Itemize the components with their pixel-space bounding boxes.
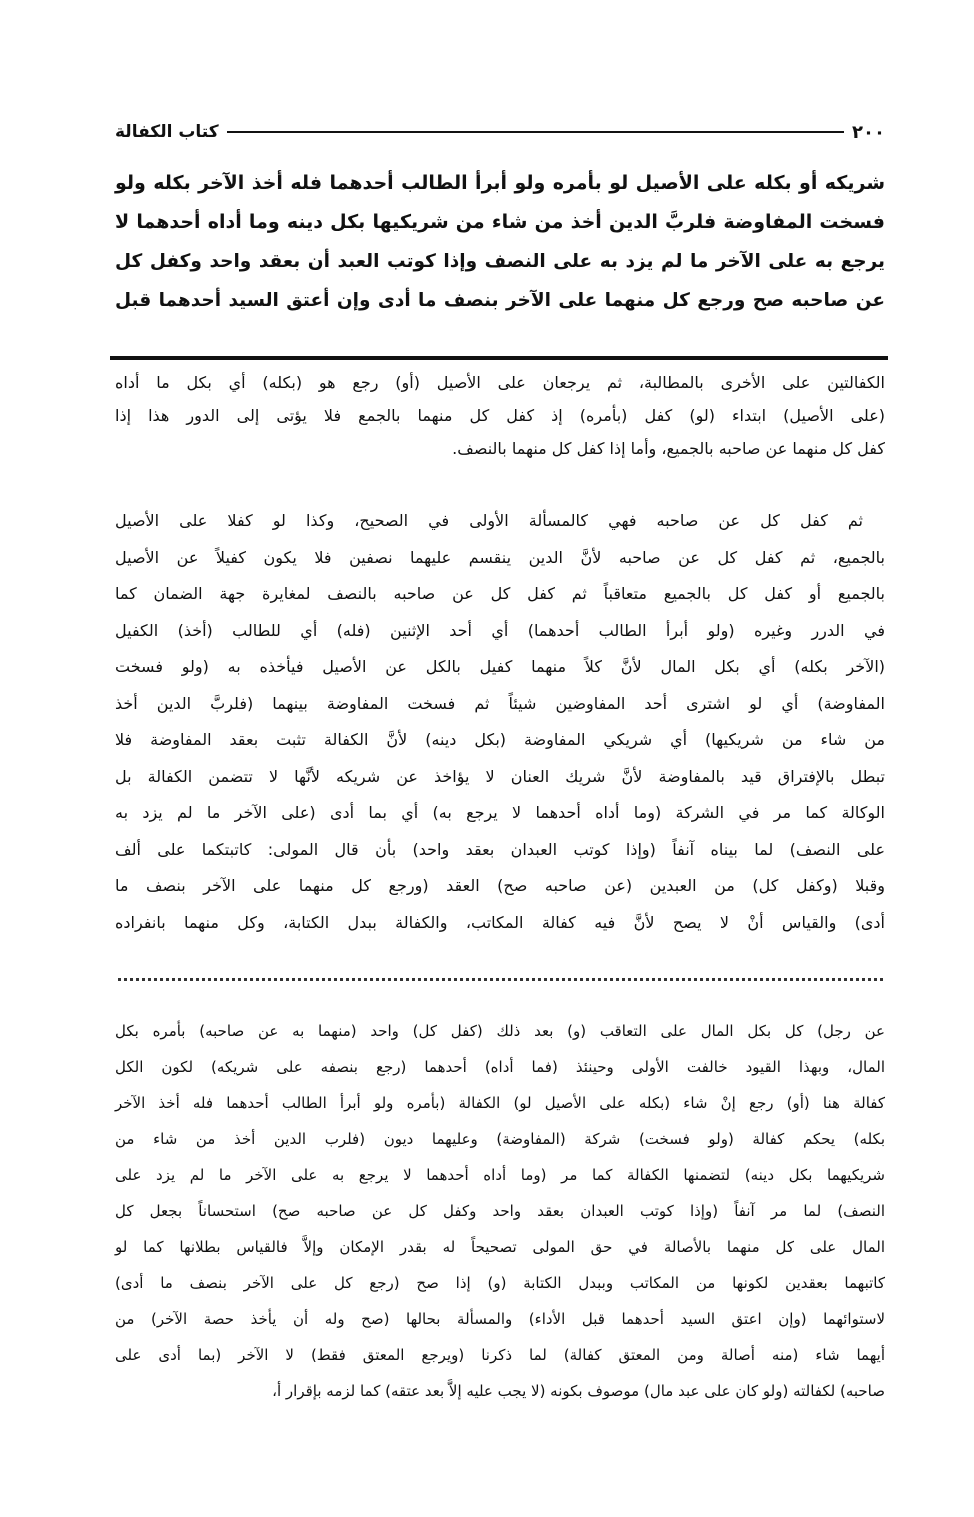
header-rule	[227, 131, 844, 133]
commentary-line: المال، وبهذا القيود خالفت الأولى وحينئذ (فما أداه) أحدهما (رجع بنصفه على شريكه) لكون الكل	[115, 1058, 885, 1076]
main-text-line: شريكه أو بكله على الأصيل لو بأمره ولو أبرأ الطالب أحدهما فله أخذ الآخر بكله ولو	[115, 172, 885, 194]
commentary-line: الوكالة كما مر في الشركة (وما أداه أحدهما لا يرجع به) أي بما أدى (على الآخر ما لم يزد به	[115, 803, 885, 822]
main-text-line: يرجع به على الآخر ما لم يزد به على النصف وإذا كوتب العبد أن بعقد واحد وكفل كل	[115, 251, 885, 272]
commentary-line: صاحبه) لكفالته (ولو كان على عبد مال) موصوف بكونه (لا يجب عليه إلاَّ بعد عتقه) كما لزمه بإقرار أ،	[272, 1382, 885, 1400]
commentary-line: ثم كفل كل عن صاحبه فهي كالمسألة الأولى في الصحيح، وكذا لو كفلا على الأصيل	[115, 511, 863, 530]
main-text	[115, 164, 885, 320]
commentary-line: تبطل بالإفتراق قيد بالمفاوضة لأنَّ شريك العنان لا يؤاخذ عن شريكه لأنَّها لا تتضمن الكفالة بل	[115, 766, 885, 786]
commentary-line: في الدرر وغيره (ولو أبرأ الطالب أحدهما) أي أحد الإثنين (فله) أي للطالب (أخذ) الكفيل	[115, 620, 885, 640]
dotted-divider	[118, 978, 883, 981]
commentary-line: عن رجل) كل بكل المال على التعاقب (و) بعد ذلك (كفل كل) واحد (منهما به عن صاحبه) بأمره بكل	[115, 1022, 885, 1040]
commentary-line: النصف) لما مر آنفاً (وإذا كوتب العبدان بعقد واحد وكفل كل عن صاحبه صح) استحساناً بجعل كل	[115, 1202, 885, 1220]
commentary-line: كاتبهما بعقدين لكونها من المكاتب وببدل الكتابة (و) إذا صح (رجع كل على الآخر بنصف ما أدى)	[115, 1274, 885, 1292]
commentary-line: الكفالتين على الأخرى بالمطالبة، ثم يرجعان على الأصيل (أو) رجع هو (بكله) أي بكل ما أداه	[115, 373, 885, 392]
commentary-line: بالجميع أو كفل كل بالجميع متعاقباً ثم كفل كل عن صاحبه بالنصف لمغايرة جهة الضمان كما	[115, 584, 885, 603]
commentary-line: من شاء من شريكيها) أي شريكي المفاوضة (بكل دينه) لأنَّ الكفالة تثبت بعقد المفاوضة فلا	[115, 730, 885, 749]
commentary-line: المفاوضة) أي لو اشترى أحد المفاوضين شيئاً ثم فسخت المفاوضة بينهما (فلربَّ الدين أخذ	[115, 693, 885, 713]
main-text-line: فسخت المفاوضة فلربَّ الدين أخذ من شاء من شريكيها بكل دينه وما أداه أحدهما لا	[115, 211, 885, 233]
commentary-third	[115, 1013, 885, 1409]
section-divider	[110, 356, 888, 360]
commentary-line: كفل كل منهما عن صاحبه بالجميع، وأما إذا كفل كل منهما بالنصف.	[452, 439, 885, 458]
commentary-line: أيهما شاء (منه أصالة ومن المعتق كفالة) لما ذكرنا (ويرجع المعتق فقط) لا الآخر (بما أدى على	[115, 1346, 885, 1364]
commentary-line: المال على كل منهما بالأصالة في حق المولى تصحيحاً له بقدر الإمكان وإلاَّ فالقياس بطلانها كما لو	[115, 1238, 885, 1256]
book-title: كتاب الكفالة	[115, 122, 219, 142]
commentary-line: لاستوائهما (وإن اعتق السيد أحدهما قبل الأداء) والمسألة بحالها (صح وله أن يأخذ حصة الآخر) من	[115, 1310, 885, 1328]
commentary-line: أدى) والقياس أنْ لا يصح لأنَّ فيه كفالة المكاتب، والكفالة ببدل الكتابة، وكل منهما بانفراده	[115, 912, 885, 932]
commentary-first	[115, 366, 885, 465]
commentary-second	[115, 503, 885, 941]
commentary-line: بكله) يحكم كفالة (ولو فسخت) شركة (المفاوضة) وعليهما ديون (فلرب الدين أخذ من شاء من	[115, 1130, 885, 1148]
commentary-line: شريكيهما بكل دينه) لتضمنها الكفالة كما مر (وما أداه أحدهما لا يرجع به على الآخر ما لم يزد على	[115, 1166, 885, 1184]
page-number: ٢٠٠	[852, 121, 885, 143]
commentary-line: كفالة هنا (أو) رجع إنْ شاء (بكله على الأصيل لو) الكفالة (بأمره ولو أبرأ الطالب أحدهما فله أخذ الآخر	[115, 1094, 885, 1112]
commentary-line: على النصف) لما بيناه آنفاً (وإذا كوتب العبدان بعقد واحد) بأن قال المولى: كاتبتكما على ألف	[115, 839, 885, 859]
commentary-line: (الآخر بكله) أي بكل المال لأنَّ كلاً منهما كفيل بالكل عن الأصيل فيأخذه به (ولو فسخت	[115, 657, 885, 676]
running-header	[115, 118, 885, 146]
commentary-line: وقبلا (وكفل كل) من العبدين (عن صاحبه صح) العقد (ورجع كل منهما على الآخر بنصف ما	[115, 876, 885, 895]
commentary-line: بالجميع، ثم كفل كل عن صاحبه لأنَّ الدين ينقسم عليهما نصفين فلا يكون كفيلاً عن الأصيل	[115, 547, 885, 567]
main-text-line: عن صاحبه صح ورجع كل منهما على الآخر بنصف ما أدى وإن أعتق السيد أحدهما قبل	[115, 290, 885, 311]
commentary-line: (على الأصيل) ابتداء (لو) كفل (بأمره) إذ كفل كل منهما بالجمع فلا يؤتى إلى الدور هذا إذا	[115, 406, 885, 425]
